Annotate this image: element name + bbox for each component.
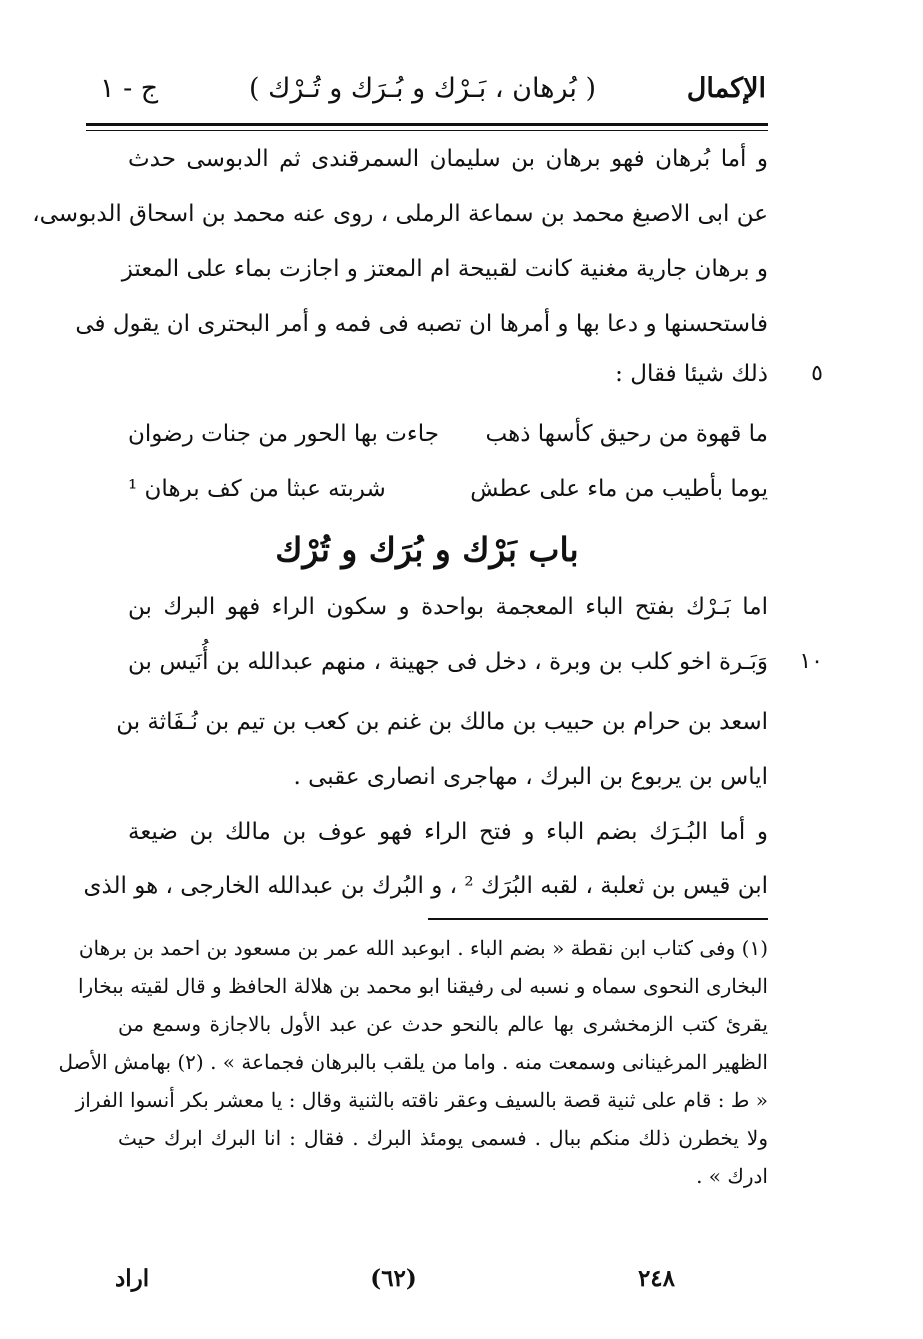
header-rule-thin (86, 130, 768, 131)
header-rule-thick (86, 123, 768, 126)
footnote-line: الظهير المرغينانى وسمعت منه . واما من يلقب بالبرهان فجماعة » . (٢) بهامش الأصل (58, 1050, 768, 1074)
footnote-line: البخارى النحوى سماه و نسبه لى رفيقنا ابو محمد بن هلالة الحافظ و قال لقيته ببخارا (77, 974, 768, 998)
footnote-rule (428, 918, 768, 920)
footnote-line: (١) وفى كتاب ابن نقطة « بضم الباء . ابوعبد الله عمر بن مسعود بن احمد بن برهان (78, 936, 768, 960)
footer-signature: اراد (115, 1264, 150, 1292)
body-line: و أما بُرهان فهو برهان بن سليمان السمرقندى ثم الدبوسى حدث (128, 146, 768, 172)
verse-first-hemistich: يوما بأطيب من ماء على عطش (470, 476, 768, 502)
footnote-line: « ط : قام على ثنية قصة بالسيف وعقر ناقته بالثنية وقال : يا معشر بكر أنسوا الفراز (75, 1088, 768, 1112)
page-footer (115, 1258, 675, 1298)
page-number: ٢٤٨ (637, 1264, 675, 1292)
body-line: ابن قيس بن ثعلبة ، لقبه البُرَك ² ، و البُرك بن عبدالله الخارجى ، هو الذى (83, 873, 768, 899)
body-line: اسعد بن حرام بن حبيب بن مالك بن غنم بن كعب بن تيم بن نُـفَاثة بن (116, 709, 768, 735)
section-heading: باب بَرْك و بُرَك و تُرْك (275, 530, 579, 569)
body-line: وَبَـرة اخو كلب بن وبرة ، دخل فى جهينة ، منهم عبدالله بن أُنَيس بن (128, 649, 768, 675)
page-subtitle: ( بُرهان ، بَـرْك و بُـرَك و تُـرْك ) (249, 72, 596, 104)
footnote-line: ادرك » . (696, 1164, 768, 1188)
book-title: الإكمال (686, 72, 766, 104)
verse-second-hemistich: شربته عبثا من كف برهان ¹ (128, 476, 386, 502)
poem-verse-1 (128, 412, 768, 456)
verse-second-hemistich: جاءت بها الحور من جنات رضوان (128, 421, 439, 447)
body-line: اياس بن يربوع بن البرك ، مهاجرى انصارى عقبى . (293, 764, 768, 790)
footnote-line: ولا يخطرن ذلك منكم ببال . فسمى يومئذ البرك . فقال : انا البرك ابرك حيث (118, 1126, 768, 1150)
volume-label: ج - ١ (100, 72, 159, 104)
footnote-line: يقرئ كتب الزمخشرى بها عالم بالنحو حدث عن عبد الأول بالاجازة وسمع من (118, 1012, 768, 1036)
body-line: فاستحسنها و دعا بها و أمرها ان تصبه فى فمه و أمر البحترى ان يقول فى (75, 311, 768, 337)
body-line: و أما البُـرَك بضم الباء و فتح الراء فهو عوف بن مالك بن ضيعة (128, 819, 768, 845)
body-line: و برهان جارية مغنية كانت لقبيحة ام المعتز و اجازت بماء على المعتز (121, 256, 768, 282)
body-line: عن ابى الاصبغ محمد بن سماعة الرملى ، روى عنه محمد بن اسحاق الدبوسى، (32, 201, 768, 227)
line-number-5: ٥ (811, 361, 823, 386)
line-number-10: ١٠ (799, 649, 823, 674)
running-header (100, 62, 766, 114)
verse-first-hemistich: ما قهوة من رحيق كأسها ذهب (485, 421, 768, 447)
body-line: اما بَـرْك بفتح الباء المعجمة بواحدة و سكون الراء فهو البرك بن (128, 594, 768, 620)
body-line: ذلك شيئا فقال : (615, 361, 768, 387)
sheet-number: (٦٢) (370, 1264, 417, 1292)
poem-verse-2 (128, 467, 768, 511)
